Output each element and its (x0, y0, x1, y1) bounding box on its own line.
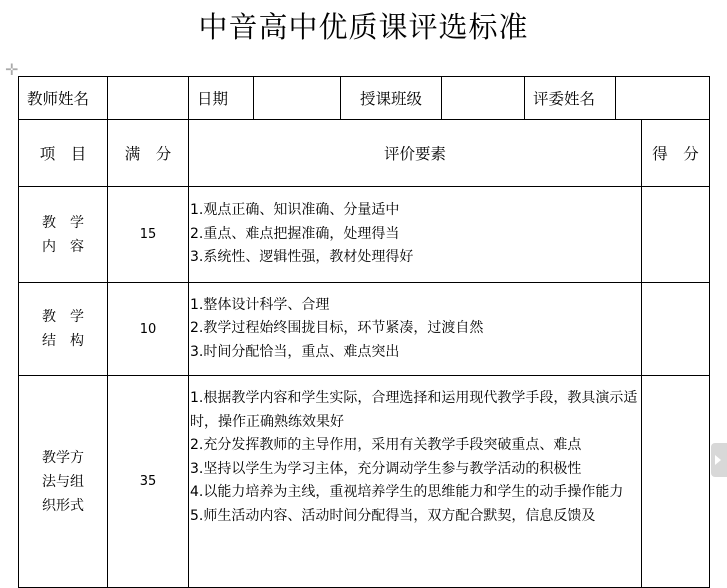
criteria-line: 3.坚持以学生为学习主体，充分调动学生参与教学活动的积极性 (190, 460, 582, 477)
side-scroll-tab[interactable] (711, 443, 727, 477)
criteria-line: 5.师生活动内容、活动时间分配得当，双方配合默契，信息反馈及 (190, 507, 596, 524)
date-label: 日期 (189, 77, 254, 120)
header-criteria: 评价要素 (189, 120, 642, 187)
page-title: 中音高中优质课评选标准 (198, 10, 529, 44)
info-row (19, 77, 710, 120)
full-score-cell: 35 (108, 376, 189, 588)
category-text: 法与组 (42, 473, 84, 490)
criteria-line: 4.以能力培养为主线，重视培养学生的思维能力和学生的动手操作能力 (190, 484, 624, 500)
category-text: 织形式 (42, 497, 84, 514)
full-score-cell: 15 (108, 187, 189, 283)
category-text: 教 学 (42, 214, 84, 231)
date-field[interactable] (254, 77, 341, 120)
criteria-line: 2.教学过程始终围拢目标，环节紧凑，过渡自然 (190, 320, 484, 337)
table-row (19, 283, 710, 376)
criteria-line: 2.重点、难点把握准确，处理得当 (190, 225, 400, 242)
criteria-cell (189, 187, 642, 283)
criteria-line: 1.根据教学内容和学生实际，合理选择和运用现代教学手段，教具演示适时，操作正确熟练效果好 (190, 390, 638, 430)
score-field[interactable] (642, 187, 710, 283)
table-row (19, 187, 710, 283)
criteria-line: 2.充分发挥教师的主导作用，采用有关教学手段突破重点、难点 (190, 437, 582, 453)
header-score: 得 分 (642, 120, 710, 187)
category-text: 教学方 (42, 449, 84, 466)
table-row (19, 376, 710, 588)
header-row (19, 120, 710, 187)
header-full-score: 满 分 (108, 120, 189, 187)
score-field[interactable] (642, 376, 710, 588)
criteria-line: 1.观点正确、知识准确、分量适中 (190, 202, 400, 219)
evaluation-table (18, 76, 710, 588)
criteria-cell (189, 376, 642, 588)
full-score-cell: 10 (108, 283, 189, 376)
category-cell (19, 187, 108, 283)
table-move-handle-icon[interactable]: ✛ (5, 60, 19, 79)
teacher-name-label: 教师姓名 (19, 77, 108, 120)
category-text: 教 学 (42, 309, 84, 325)
criteria-cell (189, 283, 642, 376)
judge-name-field[interactable] (616, 77, 710, 120)
teacher-name-field[interactable] (108, 77, 189, 120)
class-field[interactable] (442, 77, 525, 120)
criteria-line: 1.整体设计科学、合理 (190, 296, 330, 313)
category-cell (19, 376, 108, 588)
category-cell (19, 283, 108, 376)
criteria-line: 3.时间分配恰当，重点、难点突出 (190, 343, 400, 360)
category-text: 结 构 (42, 333, 84, 349)
criteria-line: 3.系统性、逻辑性强，教材处理得好 (190, 249, 414, 266)
category-text: 内 容 (42, 238, 84, 255)
header-item: 项 目 (19, 120, 108, 187)
judge-name-label: 评委姓名 (525, 77, 616, 120)
class-label: 授课班级 (341, 77, 442, 120)
score-field[interactable] (642, 283, 710, 376)
